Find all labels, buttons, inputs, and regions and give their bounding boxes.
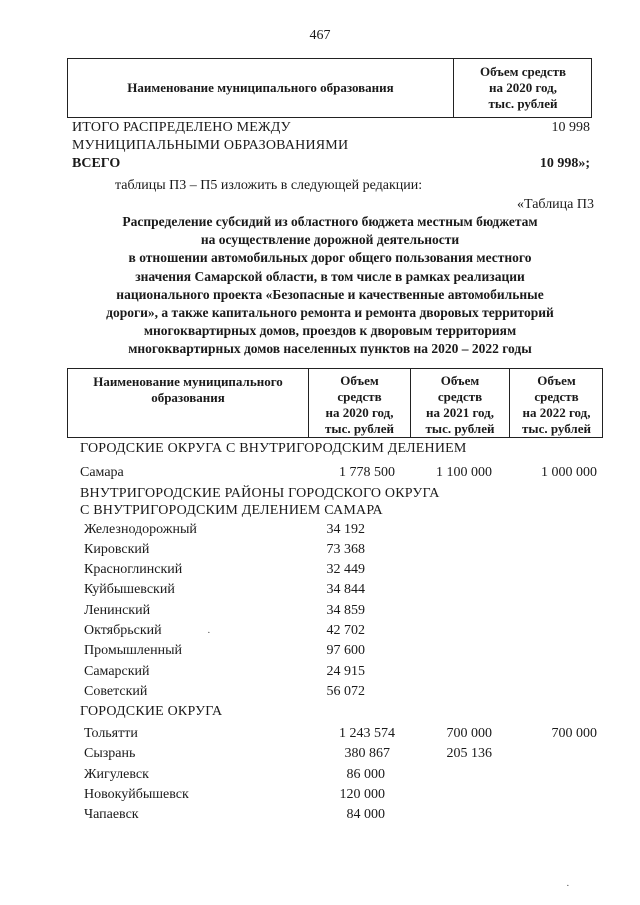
value-2021: 205 136 bbox=[446, 746, 492, 761]
header-line: тыс. рублей bbox=[522, 421, 591, 436]
header-line: Объем bbox=[340, 373, 379, 388]
header-2022 bbox=[510, 373, 603, 437]
section-heading: ГОРОДСКИЕ ОКРУГА С ВНУТРИГОРОДСКИМ ДЕЛЕНИЕМ bbox=[80, 441, 467, 456]
row-name: Самара bbox=[80, 465, 124, 480]
value-2020: 34 844 bbox=[326, 582, 365, 597]
header-amount-2020 bbox=[454, 64, 592, 112]
value-2022: 700 000 bbox=[551, 726, 597, 741]
row-name: Куйбышевский bbox=[84, 582, 175, 597]
header-municipality bbox=[68, 374, 308, 406]
value-2020: 84 000 bbox=[346, 807, 385, 822]
header-line: на 2021 год, bbox=[425, 405, 495, 420]
subsidy-table-header bbox=[67, 368, 603, 438]
title-line: национального проекта «Безопасные и качественные автомобильные bbox=[116, 286, 544, 302]
row-name: Тольятти bbox=[84, 726, 138, 741]
scan-dot: · bbox=[207, 627, 211, 639]
allocation-table-header bbox=[67, 58, 592, 118]
value-2022: 1 000 000 bbox=[541, 465, 597, 480]
total-value: 10 998 bbox=[551, 120, 590, 135]
title-line: на осуществление дорожной деятельности bbox=[200, 232, 460, 248]
total-label-all: ВСЕГО bbox=[72, 156, 121, 171]
total-label-line-2: МУНИЦИПАЛЬНЫМИ ОБРАЗОВАНИЯМИ bbox=[72, 138, 349, 153]
value-2020: 42 702 bbox=[326, 623, 365, 638]
value-2020: 1 243 574 bbox=[339, 726, 395, 741]
header-line: средств bbox=[534, 389, 579, 404]
header-line: Наименование муниципального bbox=[93, 374, 283, 389]
value-2020: 1 778 500 bbox=[339, 465, 395, 480]
header-line: средств bbox=[437, 389, 483, 404]
value-2020: 56 072 bbox=[326, 684, 365, 699]
title-line: в отношении автомобильных дорог общего пользования местного bbox=[128, 250, 532, 266]
title-line: дороги», а также капитального ремонта и ремонта дворовых территорий bbox=[106, 305, 554, 321]
section-heading: С ВНУТРИГОРОДСКИМ ДЕЛЕНИЕМ САМАРА bbox=[80, 503, 383, 518]
section-heading: ВНУТРИГОРОДСКИЕ РАЙОНЫ ГОРОДСКОГО ОКРУГА bbox=[80, 486, 440, 501]
value-2020: 34 859 bbox=[326, 603, 365, 618]
header-2020 bbox=[309, 373, 410, 437]
row-name: Чапаевск bbox=[84, 807, 139, 822]
row-name: Сызрань bbox=[84, 746, 136, 761]
header-line: на 2022 год, bbox=[522, 405, 591, 420]
title-line: значения Самарской области, в том числе в рамках реализации bbox=[135, 268, 525, 284]
title-line: многоквартирных домов населенных пунктов на 2020 – 2022 годы bbox=[128, 341, 532, 357]
header-line: тыс. рублей bbox=[488, 96, 558, 111]
row-name: Промышленный bbox=[84, 643, 182, 658]
header-line: на 2020 год, bbox=[325, 405, 394, 420]
row-name: Железнодорожный bbox=[84, 522, 197, 537]
value-2020: 73 368 bbox=[326, 542, 365, 557]
header-line: тыс. рублей bbox=[425, 421, 495, 436]
header-line: тыс. рублей bbox=[325, 421, 394, 436]
value-2020: 34 192 bbox=[326, 522, 365, 537]
value-2021: 700 000 bbox=[446, 726, 492, 741]
header-line: на 2020 год, bbox=[488, 80, 558, 95]
value-2020: 380 867 bbox=[344, 746, 390, 761]
table-title bbox=[60, 213, 600, 359]
instruction-text: таблицы П3 – П5 изложить в следующей редакции: bbox=[115, 178, 423, 193]
section-heading: ГОРОДСКИЕ ОКРУГА bbox=[80, 704, 223, 719]
row-name: Советский bbox=[84, 684, 148, 699]
row-name: Красноглинский bbox=[84, 562, 183, 577]
value-2020: 120 000 bbox=[339, 787, 385, 802]
header-line: Объем bbox=[537, 373, 576, 388]
header-line: средств bbox=[337, 389, 382, 404]
row-name: Жигулевск bbox=[84, 767, 149, 782]
row-name: Ленинский bbox=[84, 603, 151, 618]
value-2020: 86 000 bbox=[346, 767, 385, 782]
title-line: Распределение субсидий из областного бюджета местным бюджетам bbox=[122, 214, 538, 229]
page-number: 467 bbox=[309, 28, 331, 43]
row-name: Октябрьский bbox=[84, 623, 162, 638]
total-label-line-1: ИТОГО РАСПРЕДЕЛЕНО МЕЖДУ bbox=[72, 120, 291, 135]
header-2021 bbox=[411, 373, 509, 437]
header-municipality: Наименование муниципального образования bbox=[127, 80, 394, 95]
row-name: Новокуйбышевск bbox=[84, 787, 189, 802]
header-line: Объем bbox=[440, 373, 480, 388]
row-name: Кировский bbox=[84, 542, 150, 557]
table-reference: «Таблица П3 bbox=[517, 197, 594, 212]
row-name: Самарский bbox=[84, 664, 150, 679]
value-2020: 24 915 bbox=[326, 664, 365, 679]
value-2020: 97 600 bbox=[326, 643, 365, 658]
value-2021: 1 100 000 bbox=[436, 465, 492, 480]
scan-dot: · bbox=[566, 880, 570, 892]
header-line: образования bbox=[151, 390, 225, 405]
header-line: Объем средств bbox=[479, 64, 567, 79]
value-2020: 32 449 bbox=[326, 562, 365, 577]
grand-total-value: 10 998»; bbox=[539, 156, 590, 171]
title-line: многоквартирных домов, проездов к дворовым территориям bbox=[143, 323, 517, 339]
